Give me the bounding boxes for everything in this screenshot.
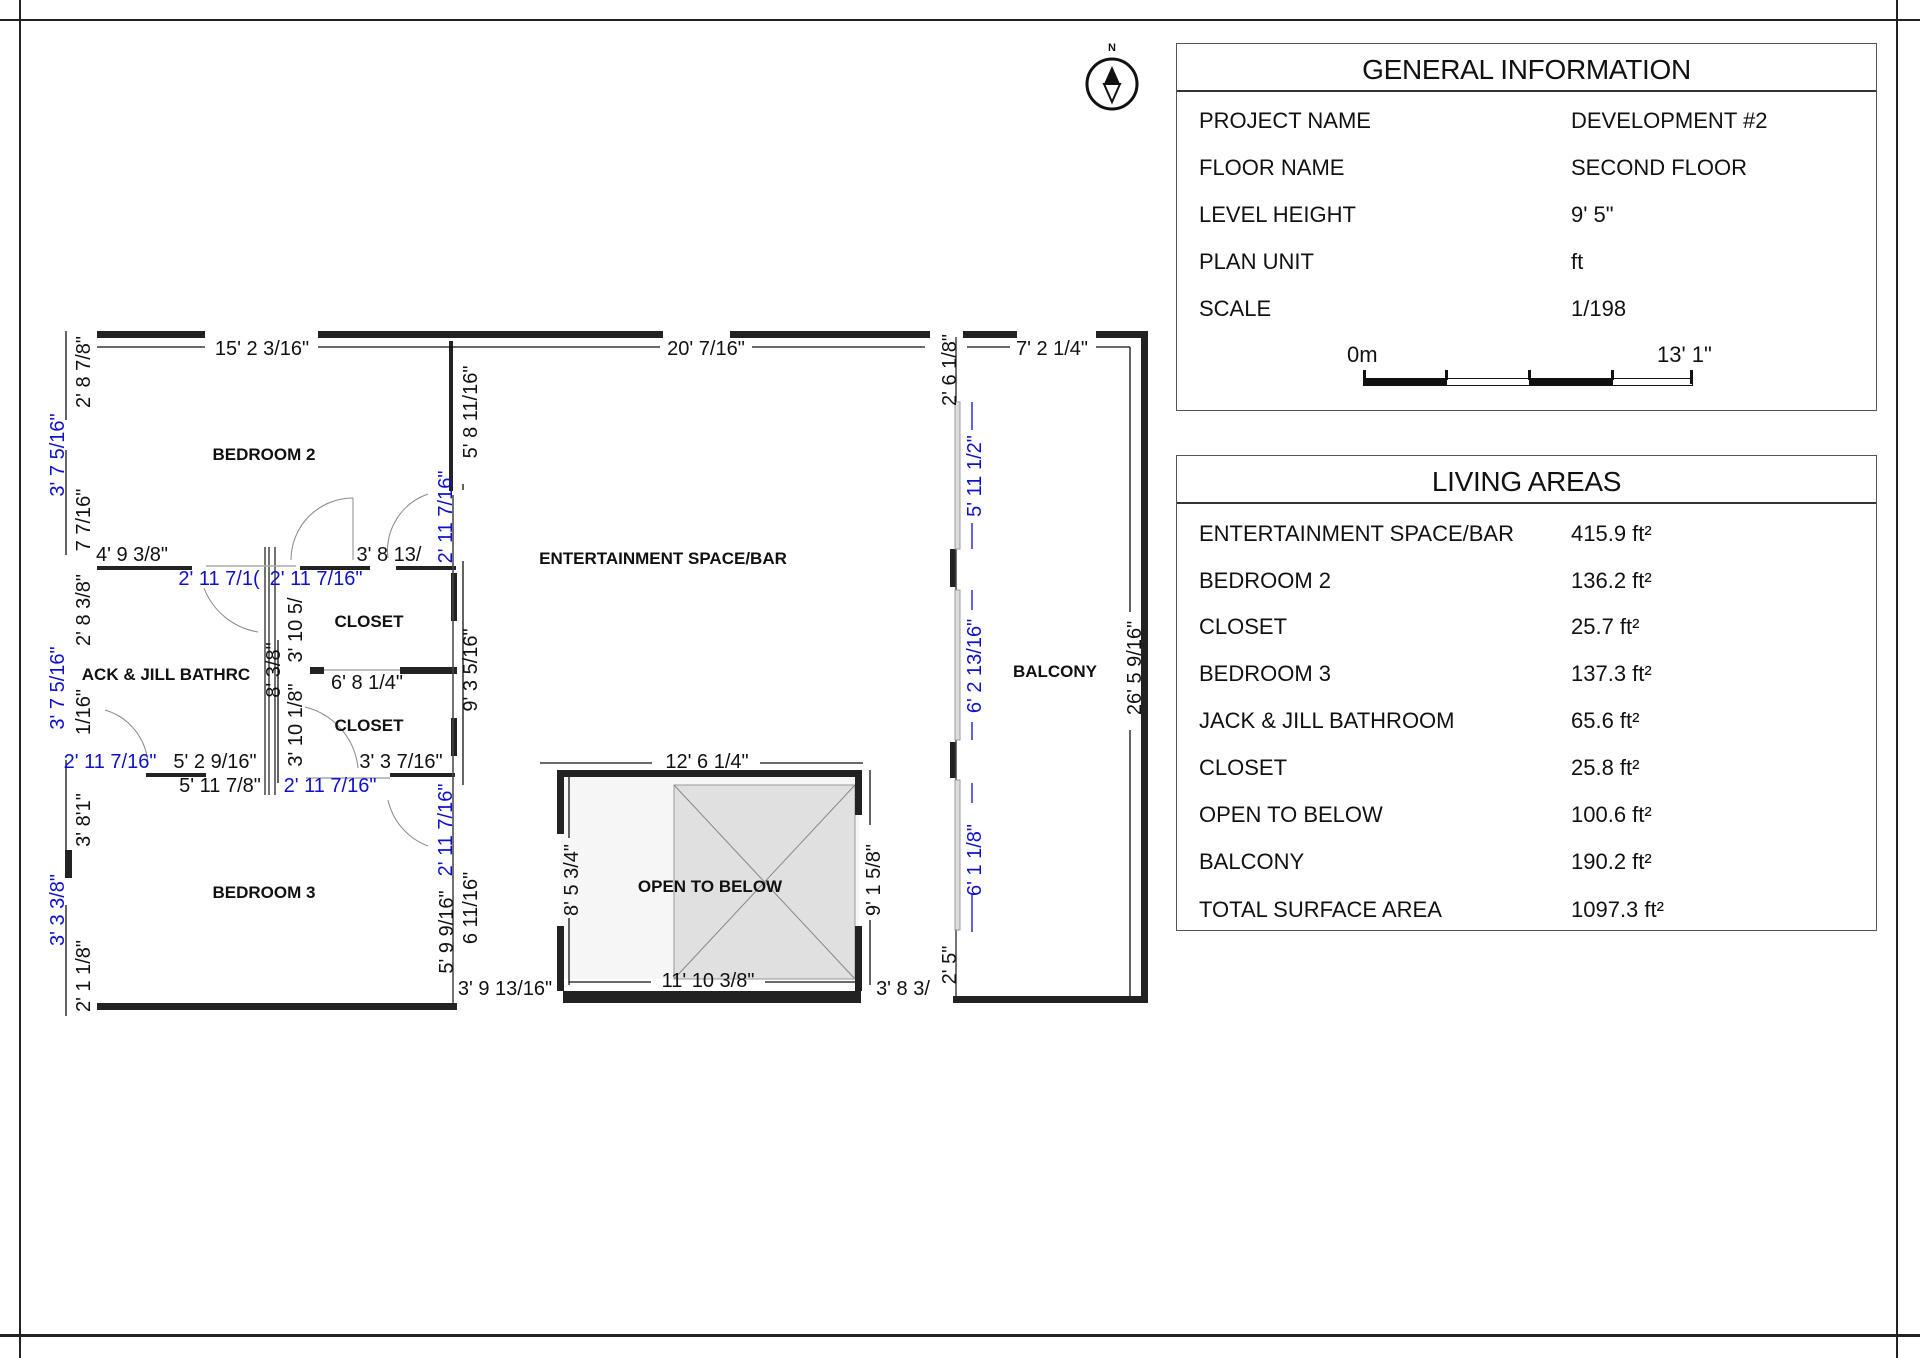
dim-left-blue-3: 3' 3 3/8" <box>47 873 69 947</box>
info-key: PROJECT NAME <box>1199 108 1371 133</box>
dim-otb-left: 8' 5 3/4" <box>561 843 583 917</box>
dim-left-blue-2: 3' 7 5/16" <box>47 646 69 730</box>
living-areas-title: LIVING AREAS <box>1177 456 1876 504</box>
dim-closet1-vertical: 3' 10 5/ <box>285 597 307 663</box>
dim-bath-bottom-1: 5' 2 9/16" <box>173 751 257 773</box>
area-name: CLOSET <box>1199 755 1288 780</box>
dim-balcony-right: 26' 5 9/16" <box>1124 620 1146 716</box>
dim-ent-left-bot2: 6 11/16" <box>460 871 482 945</box>
dim-ent-left-blue: 2' 11 7/16" <box>435 470 457 564</box>
room-label-bedroom-2: BEDROOM 2 <box>212 445 316 464</box>
room-label-closet-2: CLOSET <box>334 716 404 735</box>
scale-end-label: 13' 1" <box>1657 342 1712 367</box>
dim-closet2-bottom: 3' 3 7/16" <box>359 751 443 773</box>
area-name: OPEN TO BELOW <box>1199 802 1383 827</box>
dim-ent-left-bot1: 5' 9 9/16" <box>436 890 458 974</box>
dim-balcony-left-bottom: 2' 5" <box>939 945 961 985</box>
room-label-balcony: BALCONY <box>1012 662 1098 681</box>
area-name: BEDROOM 3 <box>1199 661 1332 686</box>
scale-start-label: 0m <box>1347 342 1378 367</box>
dim-top-bedroom2: 15' 2 3/16" <box>214 338 310 360</box>
dim-left-5: 3' 8'1" <box>73 793 95 847</box>
area-name: BEDROOM 2 <box>1199 568 1332 593</box>
dim-top-balcony: 7' 2 1/4" <box>1015 338 1089 360</box>
area-value: 65.6 ft² <box>1571 708 1640 733</box>
dim-top-entertainment: 20' 7/16" <box>667 338 745 360</box>
dim-left-6: 2' 1 1/8" <box>73 939 95 1013</box>
dim-ent-left-mid: 9' 3 5/16" <box>460 628 482 712</box>
dim-balcony-left-top: 2' 6 1/8" <box>939 333 961 407</box>
dim-otb-top: 12' 6 1/4" <box>665 751 749 773</box>
info-key: FLOOR NAME <box>1199 155 1345 180</box>
info-value: SECOND FLOOR <box>1571 155 1748 180</box>
info-key: SCALE <box>1199 296 1272 321</box>
room-label-bedroom-3: BEDROOM 3 <box>212 883 316 902</box>
dim-left-4: 1/16" <box>73 688 95 736</box>
dim-ent-left-top: 5' 8 11/16" <box>460 365 482 459</box>
dim-bottom-right: 3' 8 3/ <box>876 978 930 1000</box>
info-value: 1/198 <box>1571 296 1627 321</box>
dim-door-4: 2' 11 7/16" <box>283 775 377 797</box>
dim-bath-bottom-2: 5' 11 7/8" <box>179 775 261 797</box>
area-value: 190.2 ft² <box>1571 849 1652 874</box>
room-label-bathroom: ACK & JILL BATHRC <box>81 665 251 684</box>
area-value: 415.9 ft² <box>1571 521 1652 546</box>
dim-left-1: 2' 8 7/8" <box>73 335 95 409</box>
info-key: PLAN UNIT <box>1199 249 1314 274</box>
area-value: 25.8 ft² <box>1571 755 1640 780</box>
dim-bath-vertical: 8' 3/8" <box>263 642 285 698</box>
dim-otb-right: 9' 1 5/8" <box>863 843 885 917</box>
dim-bottom-entertainment: 3' 9 13/16" <box>457 978 553 1000</box>
dim-door-3: 2' 11 7/16" <box>63 751 157 773</box>
dim-left-2: 7 7/16" <box>73 488 95 552</box>
info-key: LEVEL HEIGHT <box>1199 202 1356 227</box>
area-value: 1097.3 ft² <box>1571 897 1664 922</box>
area-name: TOTAL SURFACE AREA <box>1199 897 1442 922</box>
north-label: N <box>1108 42 1116 54</box>
area-name: ENTERTAINMENT SPACE/BAR <box>1199 521 1514 546</box>
area-name: JACK & JILL BATHROOM <box>1199 708 1455 733</box>
info-value: ft <box>1571 249 1584 274</box>
dim-ent-left-blue-2: 2' 11 7/16" <box>435 783 457 877</box>
dim-left-3: 2' 8 3/8" <box>73 573 95 647</box>
area-value: 100.6 ft² <box>1571 802 1652 827</box>
room-label-closet-1: CLOSET <box>334 612 404 631</box>
dim-otb-bottom: 11' 10 3/8" <box>661 970 755 992</box>
area-value: 25.7 ft² <box>1571 614 1640 639</box>
dim-balcony-blue-3: 6' 1 1/8" <box>964 823 986 897</box>
info-value: DEVELOPMENT #2 <box>1571 108 1768 133</box>
area-name: BALCONY <box>1199 849 1305 874</box>
dim-balcony-blue-2: 6' 2 13/16" <box>964 618 986 714</box>
general-information-title: GENERAL INFORMATION <box>1177 44 1876 92</box>
area-value: 137.3 ft² <box>1571 661 1652 686</box>
dim-left-blue-1: 3' 7 5/16" <box>47 413 69 497</box>
room-label-open-to-below: OPEN TO BELOW <box>637 877 783 896</box>
dim-door-2: 2' 11 7/16" <box>269 568 363 590</box>
room-label-entertainment: ENTERTAINMENT SPACE/BAR <box>539 549 787 568</box>
info-value: 9' 5" <box>1571 202 1614 227</box>
dim-balcony-blue-1: 5' 11 1/2" <box>964 435 986 517</box>
area-name: CLOSET <box>1199 614 1288 639</box>
dim-closet2-vertical: 3' 10 1/8" <box>285 683 307 767</box>
area-value: 136.2 ft² <box>1571 568 1652 593</box>
dim-bed2-wall-left: 4' 9 3/8" <box>95 544 169 566</box>
dim-bed2-wall-right: 3' 8 13/ <box>356 544 422 566</box>
dim-door-1: 2' 11 7/1( <box>178 568 260 590</box>
dim-closet-split: 6' 8 1/4" <box>330 672 404 694</box>
